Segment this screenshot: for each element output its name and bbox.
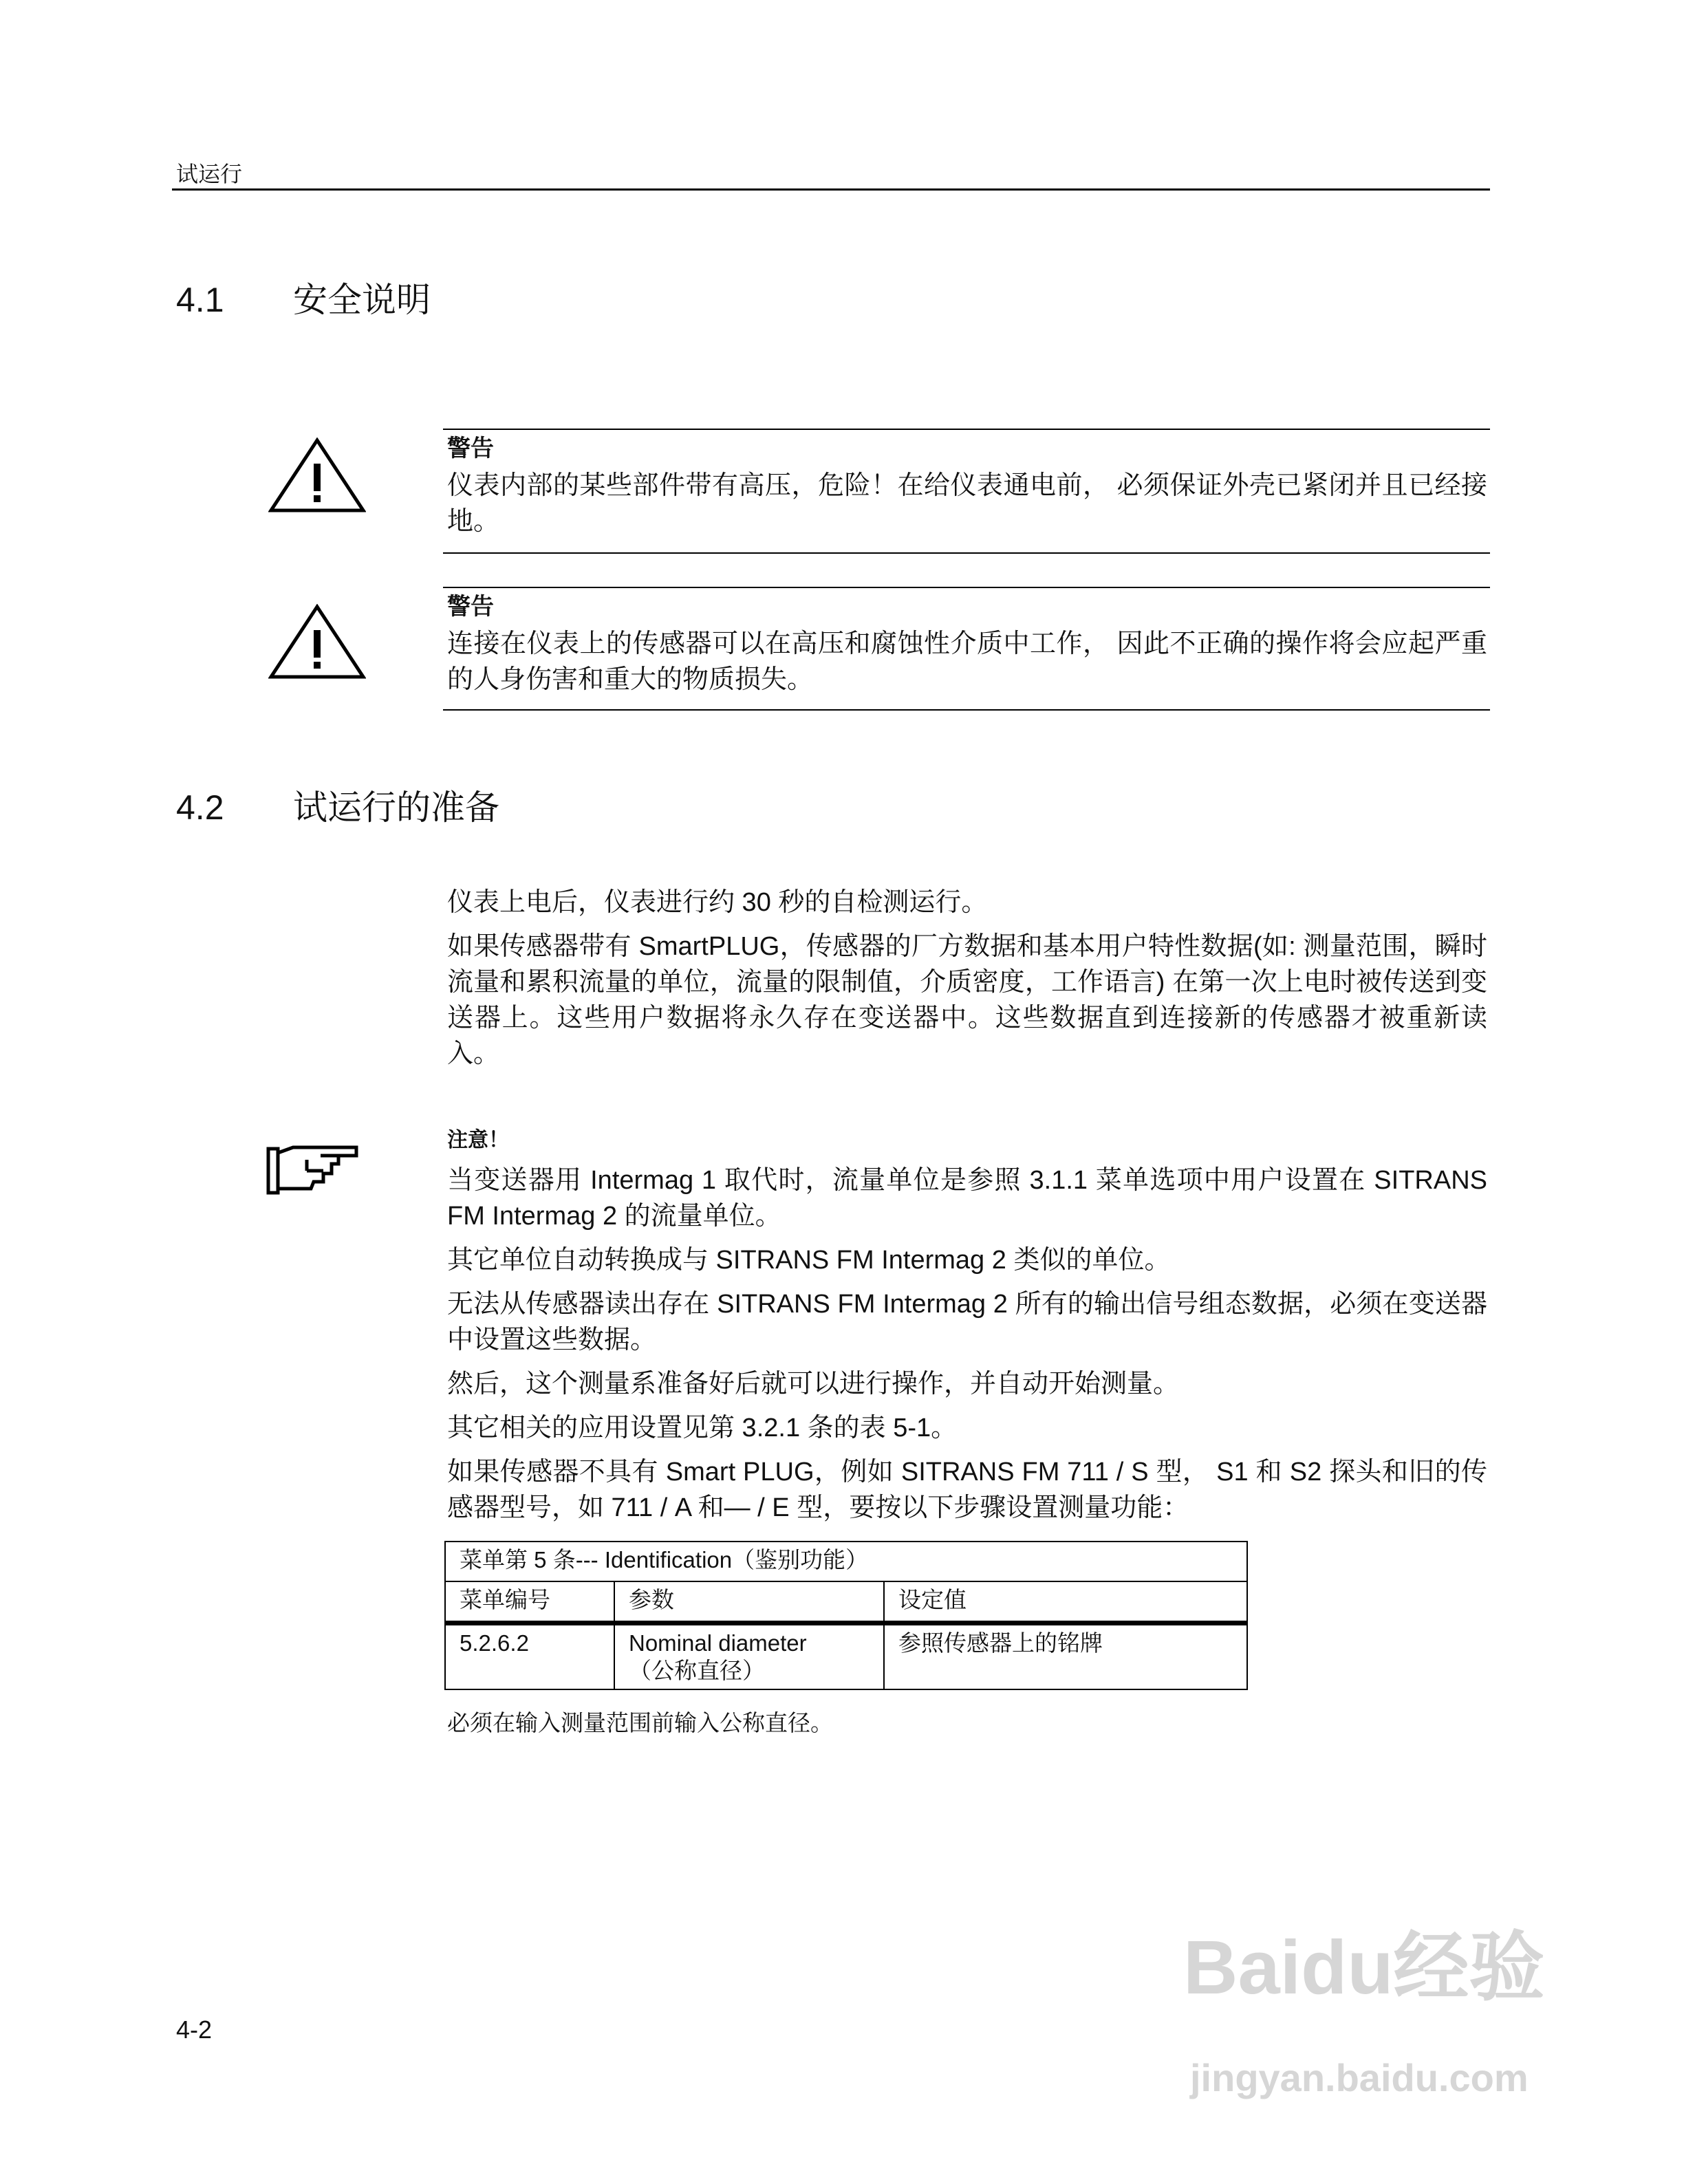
identification-table xyxy=(444,1541,1248,1690)
paragraph: 其它单位自动转换成与 SITRANS FM Intermag 2 类似的单位。 xyxy=(447,1246,1171,1275)
table-caption: 菜单第 5 条--- Identification（鉴别功能） xyxy=(445,1542,1247,1581)
note-title: 注意！ xyxy=(447,1129,509,1152)
section-title: 安全说明 xyxy=(293,281,431,319)
warning-top-rule xyxy=(443,429,1490,430)
watermark-logo: Baidu经验 xyxy=(1183,1925,1545,2010)
section-heading-4-1 xyxy=(176,272,431,322)
warning-box-2 xyxy=(447,593,1487,698)
pointing-hand-icon xyxy=(266,1143,362,1196)
footnote: 必须在输入测量范围前输入公称直径。 xyxy=(447,1710,833,1736)
warning-top-rule xyxy=(443,587,1490,588)
table-cell: 参照传感器上的铭牌 xyxy=(884,1623,1247,1690)
warning-box-1 xyxy=(447,435,1487,539)
param-name-cn: （公称直径） xyxy=(629,1658,765,1683)
warning-text: 连接在仪表上的传感器可以在高压和腐蚀性介质中工作， 因此不正确的操作将会应起严重的人身伤害和重大的物质损失。 xyxy=(447,629,1487,694)
paragraph: 仪表上电后，仪表进行约 30 秒的自检测运行。 xyxy=(447,888,988,917)
table-header: 设定值 xyxy=(884,1581,1247,1623)
warning-bottom-rule xyxy=(443,709,1490,711)
warning-text: 仪表内部的某些部件带有高压，危险！在给仪表通电前， 必须保证外壳已紧闭并且已经接地。 xyxy=(447,471,1487,536)
warning-bottom-rule xyxy=(443,552,1490,554)
warning-triangle-icon xyxy=(268,437,366,513)
warning-triangle-icon xyxy=(268,604,366,680)
section-title: 试运行的准备 xyxy=(293,788,499,827)
running-header: 试运行 xyxy=(176,162,243,186)
paragraph: 如果传感器不具有 Smart PLUG，例如 SITRANS FM 711 / S 型， S1 和 S2 探头和旧的传感器型号，如 711 / A 和— / E 型，要按以下步骤设置测量功能： xyxy=(447,1458,1487,1522)
paragraph: 如果传感器带有 SmartPLUG，传感器的厂方数据和基本用户特性数据(如: 测量范围，瞬时流量和累积流量的单位，流量的限制值，介质密度，工作语言) 在第一次上电时被传送到变送器上。这些用户数据将永久存在变送器中。这些数据直到连接新的传感器才被重新读入。 xyxy=(447,932,1487,1068)
paragraph: 无法从传感器读出存在 SITRANS FM Intermag 2 所有的输出信号组态数据，必须在变送器中设置这些数据。 xyxy=(447,1290,1487,1354)
warning-title: 警告 xyxy=(447,594,494,620)
table-header: 菜单编号 xyxy=(445,1581,614,1623)
page-number: 4-2 xyxy=(176,2015,213,2044)
param-name: Nominal diameter xyxy=(629,1630,807,1656)
header-rule xyxy=(172,188,1490,191)
watermark-url: jingyan.baidu.com xyxy=(1190,2056,1529,2099)
intro-text xyxy=(447,885,1487,1080)
paragraph: 然后，这个测量系准备好后就可以进行操作，并自动开始测量。 xyxy=(447,1370,1180,1398)
table-header: 参数 xyxy=(614,1581,884,1623)
section-heading-4-2 xyxy=(176,780,499,830)
paragraph: 其它相关的应用设置见第 3.2.1 条的表 5-1。 xyxy=(447,1414,958,1442)
paragraph: 当变送器用 Intermag 1 取代时，流量单位是参照 3.1.1 菜单选项中用户设置在 SITRANS FM Intermag 2 的流量单位。 xyxy=(447,1166,1487,1231)
section-number: 4.1 xyxy=(176,281,224,319)
table-row xyxy=(445,1623,1247,1690)
note-block xyxy=(447,1127,1487,1738)
section-number: 4.2 xyxy=(176,788,224,827)
table-cell: 5.2.6.2 xyxy=(445,1623,614,1690)
warning-title: 警告 xyxy=(447,435,494,462)
table-cell xyxy=(614,1623,884,1690)
